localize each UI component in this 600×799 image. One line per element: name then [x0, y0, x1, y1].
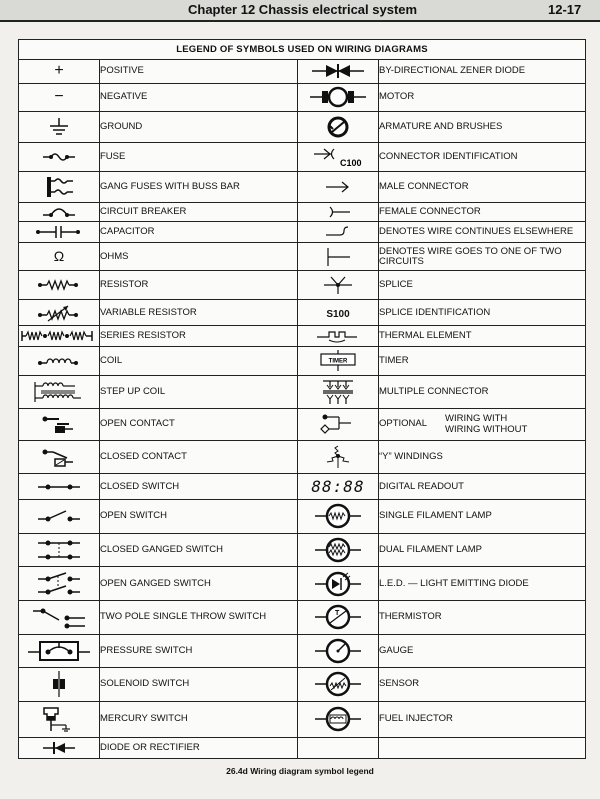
fuse-icon	[19, 143, 100, 172]
legend-row	[19, 143, 586, 172]
timer-icon	[298, 347, 379, 376]
optional-cell	[379, 409, 586, 440]
symbol-label: SPLICE IDENTIFICATION	[379, 299, 586, 325]
symbol-label: FUSE	[100, 143, 298, 172]
legend-row	[19, 600, 586, 634]
symbol-label: MOTOR	[379, 83, 586, 112]
symbol-legend-table	[18, 39, 586, 759]
motor-icon	[298, 83, 379, 112]
open-contact-icon	[19, 409, 100, 440]
legend-row	[19, 171, 586, 202]
closed-contact-icon	[19, 440, 100, 474]
variable-resistor-icon	[19, 299, 100, 325]
closed-ganged-switch-icon	[19, 533, 100, 567]
symbol-label: CLOSED GANGED SWITCH	[100, 533, 298, 567]
two-pole-switch-icon	[19, 600, 100, 634]
symbol-label: TIMER	[379, 347, 586, 376]
symbol-label: DENOTES WIRE GOES TO ONE OF TWO CIRCUITS	[379, 242, 586, 271]
ohms-icon	[19, 242, 100, 271]
legend-row	[19, 375, 586, 409]
symbol-label: CLOSED SWITCH	[100, 474, 298, 500]
symbol-label: OPEN GANGED SWITCH	[100, 567, 298, 601]
positive-icon	[19, 60, 100, 84]
thermistor-icon	[298, 600, 379, 634]
symbol-label: DENOTES WIRE CONTINUES ELSEWHERE	[379, 221, 586, 242]
symbol-label: TWO POLE SINGLE THROW SWITCH	[100, 600, 298, 634]
legend-row	[19, 60, 586, 84]
legend-row	[19, 440, 586, 474]
optional-without: WIRING WITHOUT	[445, 424, 528, 436]
fuel-injector-icon	[298, 701, 379, 737]
symbol-label: SENSOR	[379, 668, 586, 702]
symbol-label: SPLICE	[379, 271, 586, 300]
symbol-label: SERIES RESISTOR	[100, 326, 298, 347]
digital-readout-icon	[298, 474, 379, 500]
splice-id-text: S100	[326, 308, 350, 320]
mercury-switch-icon	[19, 701, 100, 737]
legend-row	[19, 326, 586, 347]
capacitor-icon	[19, 221, 100, 242]
legend-row	[19, 221, 586, 242]
wire-continues-icon	[298, 221, 379, 242]
closed-switch-icon	[19, 474, 100, 500]
legend-title: LEGEND OF SYMBOLS USED ON WIRING DIAGRAMS	[19, 40, 586, 60]
series-resistor-icon	[19, 326, 100, 347]
legend-row	[19, 668, 586, 702]
symbol-label: FUEL INJECTOR	[379, 701, 586, 737]
symbol-label: CONNECTOR IDENTIFICATION	[379, 143, 586, 172]
zener-diode-icon	[298, 60, 379, 84]
symbol-label: NEGATIVE	[100, 83, 298, 112]
connector-id-text: C100	[340, 158, 362, 169]
symbol-label: PRESSURE SWITCH	[100, 634, 298, 668]
symbol-label: ARMATURE AND BRUSHES	[379, 112, 586, 143]
splice-icon	[298, 271, 379, 300]
legend-row	[19, 299, 586, 325]
dual-filament-lamp-icon	[298, 533, 379, 567]
symbol-label: GAUGE	[379, 634, 586, 668]
symbol-label: GANG FUSES WITH BUSS BAR	[100, 171, 298, 202]
female-connector-icon	[298, 203, 379, 222]
symbol-label: DIGITAL READOUT	[379, 474, 586, 500]
splice-id-icon	[298, 299, 379, 325]
symbol-label: SOLENOID SWITCH	[100, 668, 298, 702]
optional-icon	[298, 409, 379, 440]
symbol-label: SINGLE FILAMENT LAMP	[379, 500, 586, 534]
page-number: 12-17	[548, 2, 582, 17]
thermal-element-icon	[298, 326, 379, 347]
ground-icon	[19, 112, 100, 143]
symbol-label: DIODE OR RECTIFIER	[100, 737, 298, 758]
connector-id-icon	[298, 143, 379, 172]
optional-with: WIRING WITH	[445, 413, 508, 425]
legend-row	[19, 203, 586, 222]
empty-cell	[298, 737, 379, 758]
symbol-label: THERMISTOR	[379, 600, 586, 634]
ohms-sign: Ω	[53, 247, 65, 264]
symbol-label: CLOSED CONTACT	[100, 440, 298, 474]
coil-icon	[19, 347, 100, 376]
legend-row	[19, 500, 586, 534]
step-up-coil-icon	[19, 375, 100, 409]
legend-row	[19, 567, 586, 601]
legend-row	[19, 271, 586, 300]
figure-caption: 26.4d Wiring diagram symbol legend	[226, 766, 374, 776]
negative-sign: −	[54, 88, 64, 106]
diode-icon	[19, 737, 100, 758]
symbol-label: GROUND	[100, 112, 298, 143]
led-icon	[298, 567, 379, 601]
symbol-label: OHMS	[100, 242, 298, 271]
gang-fuses-icon	[19, 171, 100, 202]
single-filament-lamp-icon	[298, 500, 379, 534]
symbol-label: OPEN SWITCH	[100, 500, 298, 534]
legend-row	[19, 737, 586, 758]
legend-row	[19, 112, 586, 143]
wire-two-circuits-icon	[298, 242, 379, 271]
symbol-label: FEMALE CONNECTOR	[379, 203, 586, 222]
symbol-label: OPEN CONTACT	[100, 409, 298, 440]
symbol-label: L.E.D. — LIGHT EMITTING DIODE	[379, 567, 586, 601]
legend-row	[19, 347, 586, 376]
positive-sign: +	[54, 62, 64, 80]
legend-row	[19, 242, 586, 271]
empty-cell	[379, 737, 586, 758]
symbol-label: DUAL FILAMENT LAMP	[379, 533, 586, 567]
symbol-label: CAPACITOR	[100, 221, 298, 242]
timer-text: TIMER	[328, 358, 348, 365]
open-ganged-switch-icon	[19, 567, 100, 601]
symbol-label: THERMAL ELEMENT	[379, 326, 586, 347]
circuit-breaker-icon	[19, 203, 100, 222]
legend-row	[19, 701, 586, 737]
negative-icon	[19, 83, 100, 112]
svg-text:T: T	[335, 610, 340, 618]
symbol-label: RESISTOR	[100, 271, 298, 300]
chapter-title: Chapter 12 Chassis electrical system	[188, 2, 418, 17]
symbol-label: OPTIONAL	[379, 418, 428, 430]
symbol-label: POSITIVE	[100, 60, 298, 84]
armature-icon	[298, 112, 379, 143]
symbol-label: COIL	[100, 347, 298, 376]
symbol-label: MULTIPLE CONNECTOR	[379, 375, 586, 409]
open-switch-icon	[19, 500, 100, 534]
y-windings-icon	[298, 440, 379, 474]
symbol-label: VARIABLE RESISTOR	[100, 299, 298, 325]
legend-row	[19, 474, 586, 500]
digital-text: 88:88	[311, 476, 365, 496]
legend-row	[19, 634, 586, 668]
resistor-icon	[19, 271, 100, 300]
male-connector-icon	[298, 171, 379, 202]
symbol-label: STEP UP COIL	[100, 375, 298, 409]
legend-row	[19, 409, 586, 440]
sensor-icon	[298, 668, 379, 702]
multiple-connector-icon	[298, 375, 379, 409]
gauge-icon	[298, 634, 379, 668]
symbol-label: BY-DIRECTIONAL ZENER DIODE	[379, 60, 586, 84]
legend-row	[19, 533, 586, 567]
symbol-label: MALE CONNECTOR	[379, 171, 586, 202]
pressure-switch-icon	[19, 634, 100, 668]
symbol-label: MERCURY SWITCH	[100, 701, 298, 737]
symbol-label: “Y” WINDINGS	[379, 440, 586, 474]
symbol-label: CIRCUIT BREAKER	[100, 203, 298, 222]
solenoid-switch-icon	[19, 668, 100, 702]
legend-row	[19, 83, 586, 112]
